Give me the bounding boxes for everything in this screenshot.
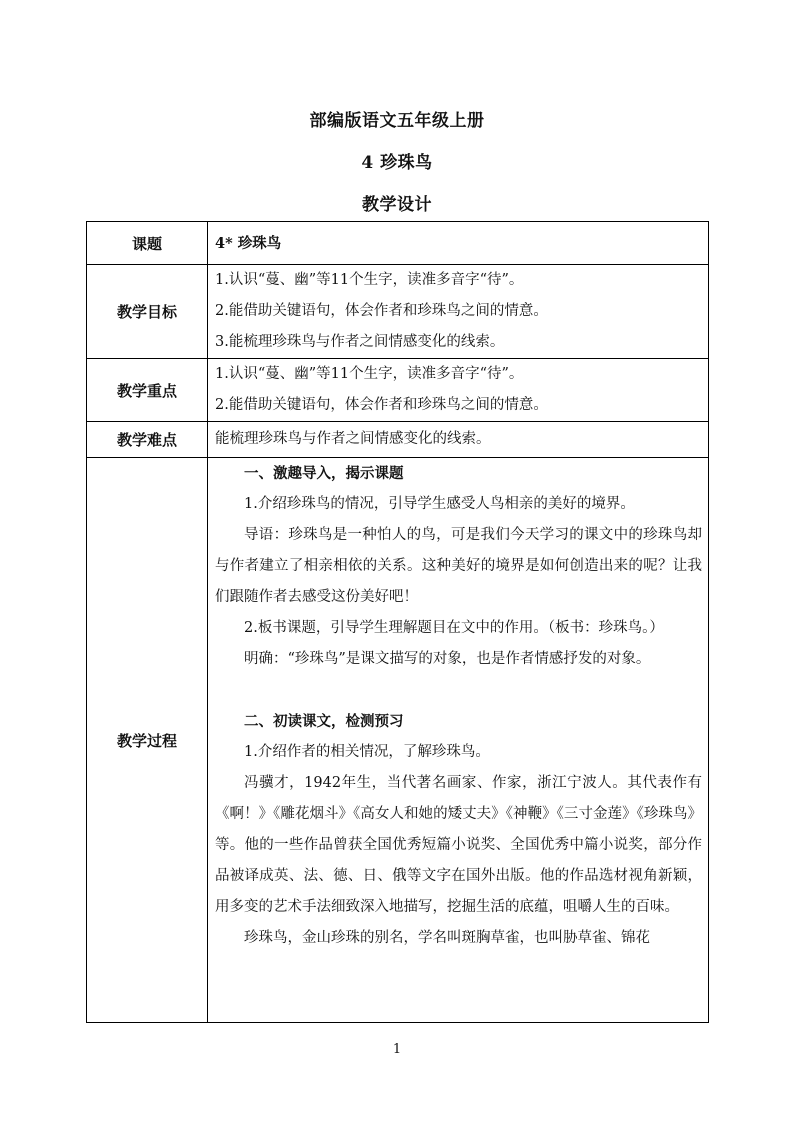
process-label: 教学过程 bbox=[87, 458, 208, 1023]
row-process bbox=[87, 458, 709, 1023]
process-paragraph: 1.介绍珍珠鸟的情况，引导学生感受人鸟相亲的美好的境界。 bbox=[244, 496, 635, 512]
paragraph-gap bbox=[215, 675, 702, 706]
lesson-title: 4 珍珠鸟 bbox=[361, 153, 433, 173]
key-points-label: 教学重点 bbox=[87, 359, 208, 422]
topic-cell bbox=[208, 222, 709, 265]
objectives-cell bbox=[208, 265, 709, 359]
difficulties-cell bbox=[208, 422, 709, 458]
process-paragraph: 导语：珍珠鸟是一种怕人的鸟，可是我们今天学习的课文中的珍珠鸟却与作者建立了相亲相依的关系。这种美好的境界是如何创造出来的呢？让我们跟随作者去感受这份美好吧！ bbox=[215, 527, 702, 605]
key-point-item: 1.认识“蔓、幽”等11个生字，读准多音字“待”。 bbox=[215, 366, 524, 382]
row-objectives bbox=[87, 265, 709, 359]
section2-heading: 二、初读课文，检测预习 bbox=[244, 713, 404, 730]
topic-value: 4* 珍珠鸟 bbox=[215, 234, 282, 252]
process-paragraph: 1.介绍作者的相关情况，了解珍珠鸟。 bbox=[244, 744, 490, 760]
topic-label: 课题 bbox=[87, 222, 208, 265]
lesson-plan-table bbox=[86, 221, 709, 1023]
objective-item: 3.能梳理珍珠鸟与作者之间情感变化的线索。 bbox=[215, 334, 505, 350]
row-topic bbox=[87, 222, 709, 265]
process-paragraph: 冯骥才，1942年生，当代著名画家、作家，浙江宁波人。其代表作有《啊！》《雕花烟斗》《高女人和她的矮丈夫》《神鞭》《三寸金莲》《珍珠鸟》等。他的一些作品曾获全国优秀短篇小说奖、全国优秀中篇小说奖，部分作品被译成英、法、德、日、俄等文字在国外出版。他的作品选材视角新颖，用多变的艺术手法细致深入地描写，挖掘生活的底蕴，咀嚼人生的百味。 bbox=[215, 775, 702, 915]
objectives-label: 教学目标 bbox=[87, 265, 208, 359]
process-paragraph: 2.板书课题，引导学生理解题目在文中的作用。（板书：珍珠鸟。） bbox=[244, 620, 664, 636]
process-paragraph: 明确：“珍珠鸟”是课文描写的对象，也是作者情感抒发的对象。 bbox=[244, 651, 651, 667]
row-key-points bbox=[87, 359, 709, 422]
document-title: 部编版语文五年级上册 bbox=[309, 111, 485, 131]
key-point-item: 2.能借助关键语句，体会作者和珍珠鸟之间的情意。 bbox=[215, 397, 548, 413]
objective-item: 1.认识“蔓、幽”等11个生字，读准多音字“待”。 bbox=[215, 272, 524, 288]
difficulties-label: 教学难点 bbox=[87, 422, 208, 458]
section1-heading: 一、激趣导入，揭示课题 bbox=[244, 465, 404, 482]
process-paragraph: 珍珠鸟，金山珍珠的别名，学名叫斑胸草雀，也叫胁草雀、锦花 bbox=[244, 930, 650, 946]
page-number: 1 bbox=[392, 1042, 402, 1057]
difficulties-value: 能梳理珍珠鸟与作者之间情感变化的线索。 bbox=[215, 431, 491, 447]
row-difficulties bbox=[87, 422, 709, 458]
objective-item: 2.能借助关键语句，体会作者和珍珠鸟之间的情意。 bbox=[215, 303, 548, 319]
document-type: 教学设计 bbox=[362, 195, 432, 215]
key-points-cell bbox=[208, 359, 709, 422]
process-cell bbox=[208, 458, 709, 1023]
